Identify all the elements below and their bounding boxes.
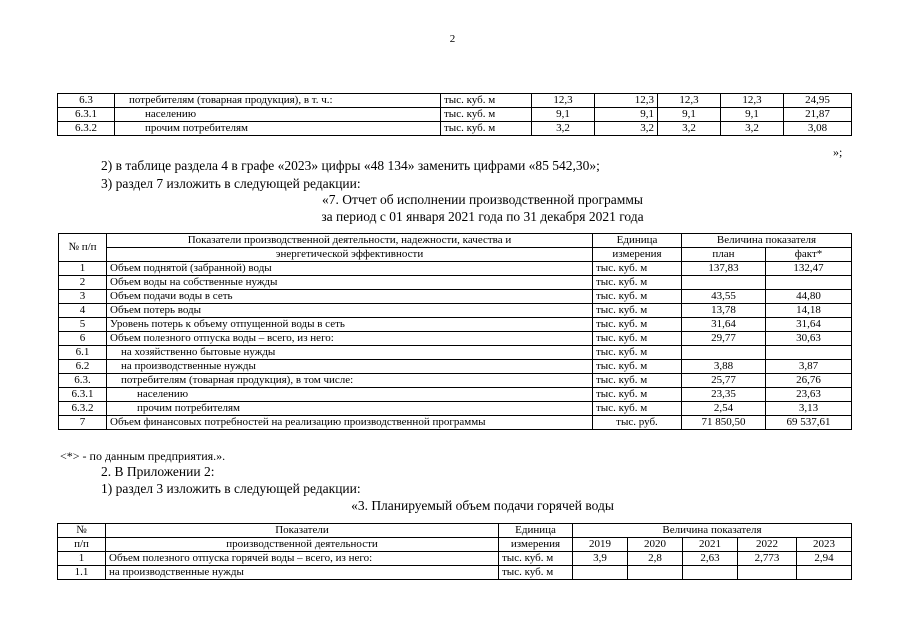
- row-fact: 23,63: [766, 388, 852, 402]
- row-name: на хозяйственно бытовые нужды: [107, 346, 593, 360]
- header-number: № п/п: [59, 234, 107, 262]
- header-year: 2019: [573, 538, 628, 552]
- row-name: потребителям (товарная продукция), в т. ч.:: [115, 94, 441, 108]
- row-number: 1: [59, 262, 107, 276]
- row-fact: [766, 276, 852, 290]
- row-plan: 29,77: [682, 332, 766, 346]
- table-row: [59, 290, 852, 304]
- row-name: Объем поднятой (забранной) воды: [107, 262, 593, 276]
- row-number: 6.1: [59, 346, 107, 360]
- row-value: 3,2: [532, 122, 595, 136]
- row-name: Объем полезного отпуска горячей воды – всего, из него:: [106, 552, 499, 566]
- row-unit: тыс. куб. м: [499, 552, 573, 566]
- row-unit: тыс. куб. м: [593, 374, 682, 388]
- row-name: Объем полезного отпуска воды – всего, из него:: [107, 332, 593, 346]
- table-row: [59, 318, 852, 332]
- header-indicator-line1: Показатели: [106, 524, 499, 538]
- row-value: [628, 566, 683, 580]
- table-row: [59, 374, 852, 388]
- row-number: 5: [59, 318, 107, 332]
- row-value: 3,2: [658, 122, 721, 136]
- row-number: 6.3: [58, 94, 115, 108]
- row-name: населению: [115, 108, 441, 122]
- row-name: Уровень потерь к объему отпущенной воды в сеть: [107, 318, 593, 332]
- row-value: 9,1: [595, 108, 658, 122]
- header-year: 2021: [683, 538, 738, 552]
- row-number: 7: [59, 416, 107, 430]
- paragraph-section-7: 3) раздел 7 изложить в следующей редакции:: [101, 176, 361, 191]
- row-value: 24,95: [784, 94, 852, 108]
- row-unit: тыс. куб. м: [499, 566, 573, 580]
- row-fact: 132,47: [766, 262, 852, 276]
- row-fact: 69 537,61: [766, 416, 852, 430]
- row-value: 21,87: [784, 108, 852, 122]
- table-production-report: [58, 233, 852, 430]
- table-row: [58, 122, 852, 136]
- row-plan: 2,54: [682, 402, 766, 416]
- row-value: [797, 566, 852, 580]
- header-unit-line2: измерения: [499, 538, 573, 552]
- footnote: <*> - по данным предприятия.».: [60, 449, 226, 463]
- row-fact: 26,76: [766, 374, 852, 388]
- paragraph-table-4-change: 2) в таблице раздела 4 в графе «2023» цифры «48 134» заменить цифрами «85 542,30»;: [101, 158, 600, 173]
- page-number: 2: [449, 33, 456, 45]
- row-number: 6.3.2: [59, 402, 107, 416]
- row-fact: 44,80: [766, 290, 852, 304]
- row-unit: тыс. куб. м: [593, 290, 682, 304]
- row-number: 6.3.2: [58, 122, 115, 136]
- row-value: 3,9: [573, 552, 628, 566]
- row-value: 9,1: [658, 108, 721, 122]
- row-unit: тыс. куб. м: [441, 94, 532, 108]
- row-value: 12,3: [532, 94, 595, 108]
- table-hot-water: [57, 523, 852, 580]
- table-row: [59, 304, 852, 318]
- row-value: 2,94: [797, 552, 852, 566]
- row-number: 6.3.1: [59, 388, 107, 402]
- row-number: 6.2: [59, 360, 107, 374]
- row-unit: тыс. куб. м: [441, 122, 532, 136]
- row-plan: 71 850,50: [682, 416, 766, 430]
- row-name: потребителям (товарная продукция), в том числе:: [107, 374, 593, 388]
- table-row: [59, 262, 852, 276]
- row-unit: тыс. куб. м: [593, 360, 682, 374]
- row-fact: 14,18: [766, 304, 852, 318]
- header-number-line2: п/п: [58, 538, 106, 552]
- header-fact: факт*: [766, 248, 852, 262]
- section-3-title: «3. Планируемый объем подачи горячей воды: [351, 498, 614, 513]
- row-number: 3: [59, 290, 107, 304]
- paragraph-appendix-2: 2. В Приложении 2:: [101, 464, 215, 479]
- row-plan: 3,88: [682, 360, 766, 374]
- row-number: 4: [59, 304, 107, 318]
- row-value: 3,2: [721, 122, 784, 136]
- row-unit: тыс. куб. м: [593, 332, 682, 346]
- row-value: 3,2: [595, 122, 658, 136]
- row-plan: 25,77: [682, 374, 766, 388]
- table-row: [59, 360, 852, 374]
- header-unit-line2: измерения: [593, 248, 682, 262]
- row-fact: [766, 346, 852, 360]
- table-row: [59, 276, 852, 290]
- row-value: 2,8: [628, 552, 683, 566]
- row-value: 12,3: [721, 94, 784, 108]
- row-unit: тыс. куб. м: [593, 346, 682, 360]
- table-row: [58, 94, 852, 108]
- header-indicator-line2: энергетической эффективности: [107, 248, 593, 262]
- row-name: Объем финансовых потребностей на реализацию производственной программы: [107, 416, 593, 430]
- row-plan: 31,64: [682, 318, 766, 332]
- row-unit: тыс. куб. м: [593, 304, 682, 318]
- row-name: прочим потребителям: [107, 402, 593, 416]
- header-year: 2022: [738, 538, 797, 552]
- row-plan: 137,83: [682, 262, 766, 276]
- section-7-title-line1: «7. Отчет об исполнении производственной программы: [322, 192, 643, 207]
- table-row: [59, 402, 852, 416]
- row-number: 2: [59, 276, 107, 290]
- table-row: [59, 416, 852, 430]
- header-indicator-line1: Показатели производственной деятельности, надежности, качества и: [107, 234, 593, 248]
- row-value: 12,3: [658, 94, 721, 108]
- row-value: [738, 566, 797, 580]
- row-plan: [682, 276, 766, 290]
- header-number-line1: №: [58, 524, 106, 538]
- row-value: 3,08: [784, 122, 852, 136]
- row-unit: тыс. руб.: [593, 416, 682, 430]
- row-fact: 30,63: [766, 332, 852, 346]
- row-number: 1: [58, 552, 106, 566]
- row-value: 2,773: [738, 552, 797, 566]
- header-value: Величина показателя: [573, 524, 852, 538]
- header-unit-line1: Единица: [593, 234, 682, 248]
- row-unit: тыс. куб. м: [593, 388, 682, 402]
- row-number: 6.3.1: [58, 108, 115, 122]
- header-value: Величина показателя: [682, 234, 852, 248]
- row-plan: 43,55: [682, 290, 766, 304]
- row-name: на производственные нужды: [107, 360, 593, 374]
- row-value: 12,3: [595, 94, 658, 108]
- row-number: 1.1: [58, 566, 106, 580]
- table-row: [58, 108, 852, 122]
- row-name: населению: [107, 388, 593, 402]
- table-row: [59, 332, 852, 346]
- section-7-title-line2: за период с 01 января 2021 года по 31 декабря 2021 года: [321, 209, 644, 224]
- row-value: 2,63: [683, 552, 738, 566]
- row-plan: [682, 346, 766, 360]
- row-unit: тыс. куб. м: [593, 318, 682, 332]
- row-name: на производственные нужды: [106, 566, 499, 580]
- table-row: [58, 566, 852, 580]
- table-row: [59, 346, 852, 360]
- row-number: 6.3.: [59, 374, 107, 388]
- header-year: 2020: [628, 538, 683, 552]
- row-unit: тыс. куб. м: [593, 402, 682, 416]
- closing-quote: »;: [833, 145, 843, 159]
- row-name: Объем воды на собственные нужды: [107, 276, 593, 290]
- header-unit-line1: Единица: [499, 524, 573, 538]
- header-plan: план: [682, 248, 766, 262]
- header-indicator-line2: производственной деятельности: [106, 538, 499, 552]
- row-value: 9,1: [721, 108, 784, 122]
- row-number: 6: [59, 332, 107, 346]
- row-plan: 13,78: [682, 304, 766, 318]
- row-name: Объем потерь воды: [107, 304, 593, 318]
- row-unit: тыс. куб. м: [593, 276, 682, 290]
- row-name: прочим потребителям: [115, 122, 441, 136]
- row-unit: тыс. куб. м: [441, 108, 532, 122]
- row-value: [573, 566, 628, 580]
- row-plan: 23,35: [682, 388, 766, 402]
- row-name: Объем подачи воды в сеть: [107, 290, 593, 304]
- table-section-continuation: [57, 93, 852, 136]
- table-row: [58, 552, 852, 566]
- row-value: 9,1: [532, 108, 595, 122]
- row-value: [683, 566, 738, 580]
- row-fact: 3,13: [766, 402, 852, 416]
- row-fact: 3,87: [766, 360, 852, 374]
- paragraph-section-3: 1) раздел 3 изложить в следующей редакции:: [101, 481, 361, 496]
- header-year: 2023: [797, 538, 852, 552]
- table-row: [59, 388, 852, 402]
- row-unit: тыс. куб. м: [593, 262, 682, 276]
- row-fact: 31,64: [766, 318, 852, 332]
